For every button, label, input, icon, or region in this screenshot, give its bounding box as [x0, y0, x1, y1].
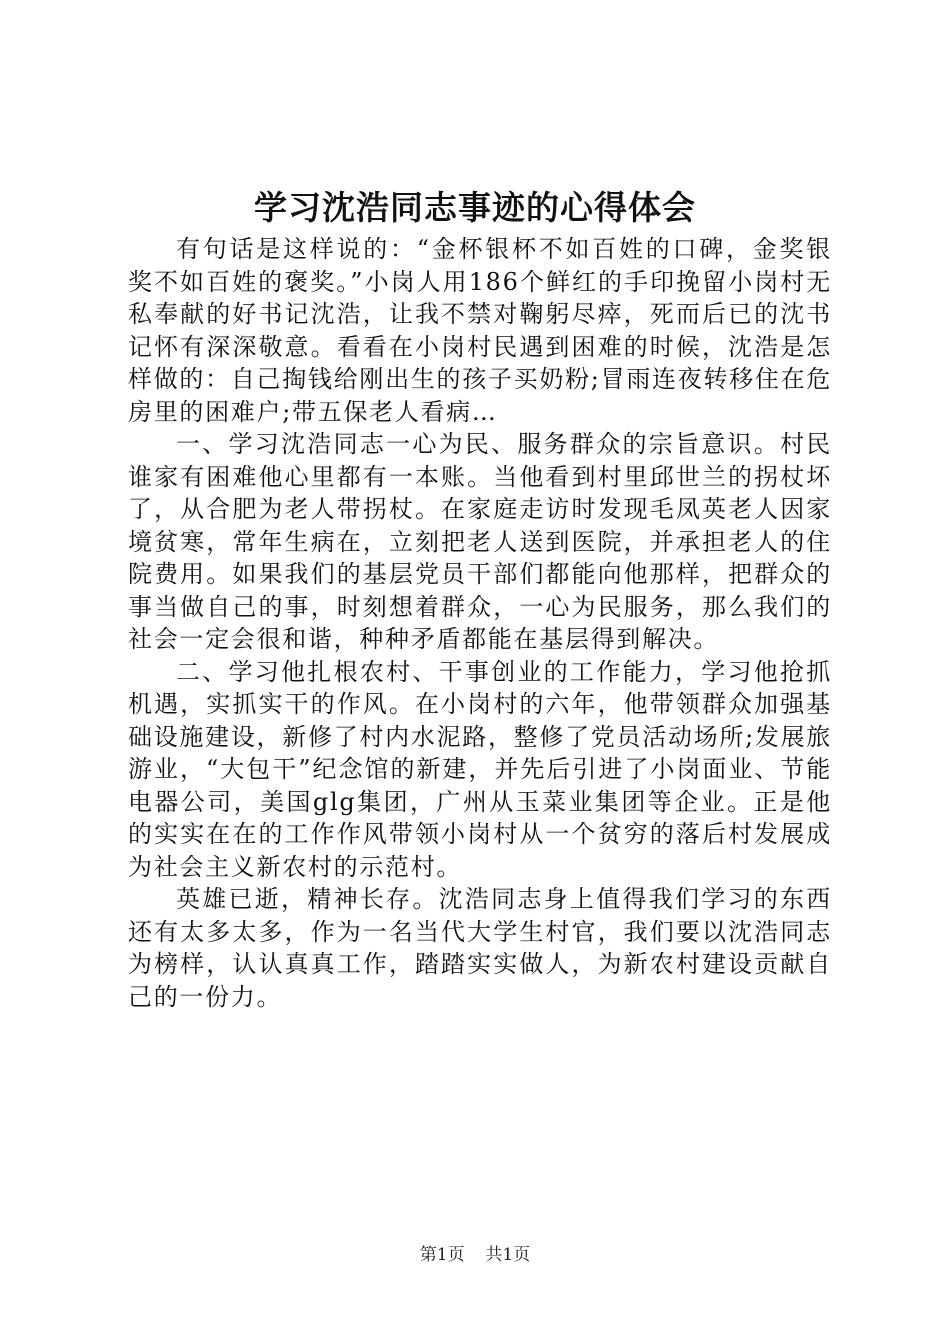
document-body — [128, 233, 832, 1013]
page-number: 第1页 — [419, 1245, 465, 1265]
page-total: 共1页 — [485, 1245, 531, 1265]
document-title: 学习沈浩同志事迹的心得体会 — [254, 188, 696, 227]
paragraph-intro: 有句话是这样说的：“金杯银杯不如百姓的口碑，金奖银奖不如百姓的褒奖。”小岗人用186个鲜红的手印挽留小岗村无私奉献的好书记沈浩，让我不禁对鞠躬尽瘁，死而后已的沈书记怀有深深敬意。看看在小岗村民遇到困难的时候，沈浩是怎样做的：自己掏钱给刚出生的孩子买奶粉;冒雨连夜转移住在危房里的困难户;带五保老人看病… — [128, 235, 832, 426]
page-footer — [0, 1243, 950, 1267]
paragraph-conclusion: 英雄已逝，精神长存。沈浩同志身上值得我们学习的东西还有太多太多，作为一名当代大学生村官，我们要以沈浩同志为榜样，认认真真工作，踏踏实实做人，为新农村建设贡献自己的一份力。 — [128, 885, 832, 1011]
paragraph-point-one: 一、学习沈浩同志一心为民、服务群众的宗旨意识。村民谁家有困难他心里都有一本账。当他看到村里邱世兰的拐杖坏了，从合肥为老人带拐杖。在家庭走访时发现毛凤英老人因家境贫寒，常年生病在，立刻把老人送到医院，并承担老人的住院费用。如果我们的基层党员干部们都能向他那样，把群众的事当做自己的事，时刻想着群众，一心为民服务，那么我们的社会一定会很和谐，种种矛盾都能在基层得到解决。 — [128, 430, 832, 653]
paragraph-point-two: 二、学习他扎根农村、干事创业的工作能力，学习他抢抓机遇，实抓实干的作风。在小岗村的六年，他带领群众加强基础设施建设，新修了村内水泥路，整修了党员活动场所;发展旅游业，“大包干”纪念馆的新建，并先后引进了小岗面业、节能电器公司，美国glg集团，广州从玉菜业集团等企业。正是他的实实在在的工作作风带领小岗村从一个贫穷的落后村发展成为社会主义新农村的示范村。 — [128, 657, 832, 881]
